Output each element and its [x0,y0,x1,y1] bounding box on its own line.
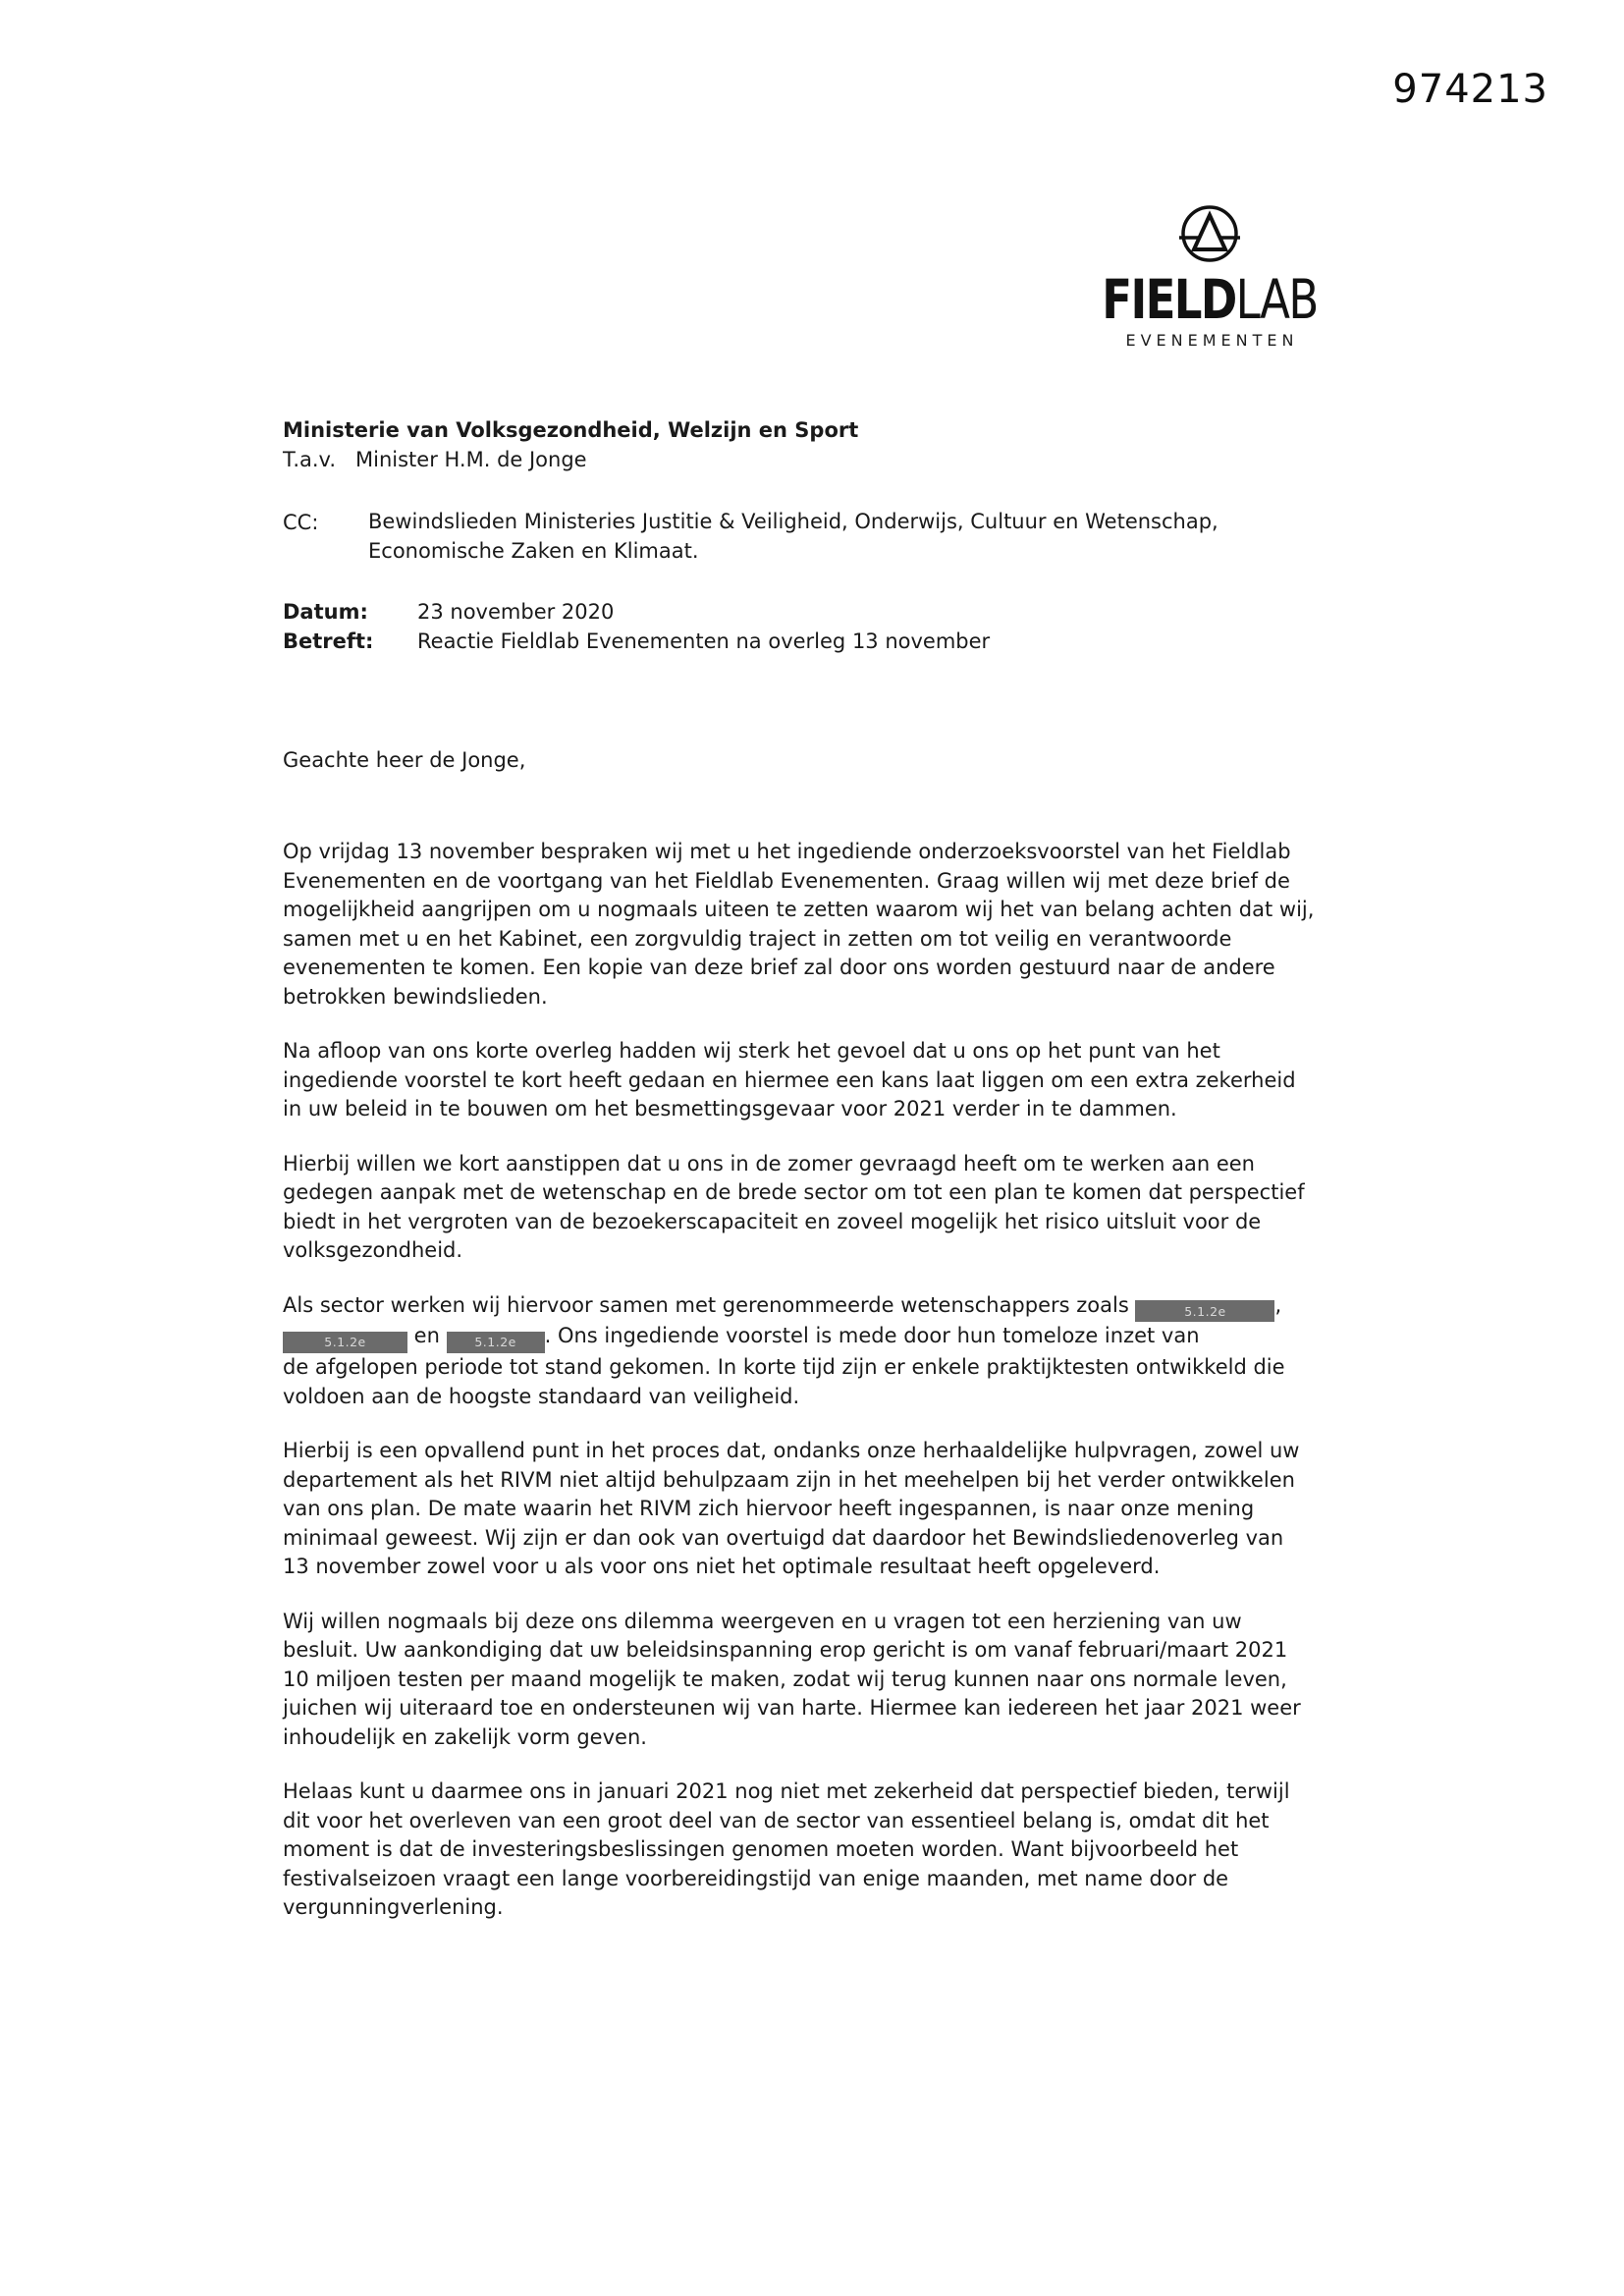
text-line: volksgezondheid. [283,1238,463,1262]
text-line: juichen wij uiteraard toe en ondersteunen wij van harte. Hiermee kan iedereen het jaar 2021 weer [283,1696,1301,1720]
text-line: 10 miljoen testen per maand mogelijk te maken, zodat wij terug kunnen naar ons normale leven, [283,1667,1287,1691]
text-line: Evenementen en de voortgang van het Fieldlab Evenementen. Graag willen wij met deze brief de [283,868,1290,893]
date-value: 23 november 2020 [417,600,615,624]
fieldlab-logo [1062,202,1357,350]
text-line: Op vrijdag 13 november bespraken wij met u het ingediende onderzoeksvoorstel van het Fieldlab [283,840,1291,863]
paragraph [283,1608,1373,1753]
text-line: dit voor het overleven van een groot deel van de sector van essentieel belang is, omdat dit het [283,1808,1270,1832]
attn-label: T.a.v. [283,448,337,471]
attn-name: Minister H.M. de Jonge [355,448,587,471]
fieldlab-logo-mark-icon [1136,202,1283,267]
text-line: 13 november zowel voor u als voor ons niet het optimale resultaat heeft opgeleverd. [283,1555,1161,1578]
salutation: Geachte heer de Jonge, [283,748,526,772]
cc-line: Bewindslieden Ministeries Justitie & Veiligheid, Onderwijs, Cultuur en Wetenschap, [368,510,1218,533]
text-line: Als sector werken wij hiervoor samen met gerenommeerde wetenschappers zoals 5.1.2e , [283,1291,1373,1323]
document-number: 974213 [1392,67,1548,112]
text-line: Hierbij willen we kort aanstippen dat u ons in de zomer gevraagd heeft om te werken aan een [283,1151,1255,1175]
text-line: besluit. Uw aankondiging dat uw beleidsinspanning erop gericht is om vanaf februari/maart 2021 [283,1638,1288,1662]
cc-line: Economische Zaken en Klimaat. [368,538,699,563]
logo-subtitle: EVENEMENTEN [1125,331,1299,350]
date-label: Datum: [283,600,368,624]
letter-paragraphs [283,838,1373,1948]
text-line: gedegen aanpak met de wetenschap en de brede sector om tot een plan te komen dat perspectief [283,1180,1305,1204]
text-line: evenementen te komen. Een kopie van deze brief zal door ons worden gestuurd naar de andere [283,956,1275,979]
date-row [283,597,990,627]
logo-brand [1089,268,1330,331]
cc-recipients [368,508,1218,566]
text-line: mogelijkheid aangrijpen om u nogmaals uiteen te zetten waarom wij het van belang achten dat wij, [283,898,1315,921]
text-line: de afgelopen periode tot stand gekomen. In korte tijd zijn er enkele praktijktesten ontwikkeld die [283,1355,1285,1379]
text-line: betrokken bewindslieden. [283,984,548,1009]
cc-row [283,508,1218,566]
subject-value: Reactie Fieldlab Evenementen na overleg 13 november [417,629,991,653]
text-line: Wij willen nogmaals bij deze ons dilemma weergeven en u vragen tot een herziening van uw [283,1609,1242,1633]
text-line: moment is dat de investeringsbeslissingen genomen moeten worden. Want bijvoorbeeld het [283,1837,1239,1861]
subject-row [283,627,990,656]
recipient-attn-row [283,445,1218,474]
paragraph [283,838,1373,1011]
text-line: samen met u en het Kabinet, een zorgvuldig traject in zetten om tot veilig en verantwoorde [283,926,1232,951]
text-line: minimaal geweest. Wij zijn er dan ook van overtuigd dat daardoor het Bewindsliedenoverleg van [283,1525,1284,1550]
text-line: festivalseizoen vraagt een lange voorbereidingstijd van enige maanden, met name door de [283,1866,1229,1890]
text-line: Hierbij is een opvallend punt in het proces dat, ondanks onze herhaaldelijke hulpvragen, zowel uw [283,1439,1300,1462]
paragraph [283,1150,1373,1266]
text-line: van ons plan. De mate waarin het RIVM zich hiervoor heeft ingespannen, is naar onze mening [283,1497,1255,1520]
text-line: 5.1.2e en 5.1.2e . Ons ingediende voorstel is mede door hun tomeloze inzet van [283,1322,1373,1353]
recipient-ministry: Ministerie van Volksgezondheid, Welzijn en Sport [283,418,859,442]
subject-label: Betreft: [283,629,374,653]
redaction-box: 5.1.2e [283,1332,407,1353]
paragraph [283,1437,1373,1582]
text-line: departement als het RIVM niet altijd behulpzaam zijn in het meehelpen bij het verder ontwikkelen [283,1467,1295,1492]
paragraph [283,1037,1373,1124]
logo-brand-lab: LAB [1235,268,1318,331]
text-line: Helaas kunt u daarmee ons in januari 2021 nog niet met zekerheid dat perspectief bieden, terwijl [283,1779,1290,1803]
text-line: voldoen aan de hoogste standaard van veiligheid. [283,1384,800,1408]
text-line: ingediende voorstel te kort heeft gedaan en hiermee een kans laat liggen om een extra zekerheid [283,1067,1296,1092]
text-line: biedt in het vergroten van de bezoekerscapaciteit en zoveel mogelijk het risico uitsluit voor de [283,1209,1262,1233]
cc-label: CC: [283,511,319,534]
text-line: in uw beleid in te bouwen om het besmettingsgevaar voor 2021 verder in te dammen. [283,1097,1177,1121]
meta-block [283,597,990,656]
text-line: vergunningverlening. [283,1895,504,1919]
redaction-box: 5.1.2e [447,1332,545,1353]
redaction-box: 5.1.2e [1135,1300,1274,1322]
text-line: inhoudelijk en zakelijk vorm geven. [283,1724,647,1749]
recipient-block [283,415,1218,566]
paragraph [283,1291,1373,1412]
paragraph [283,1777,1373,1923]
logo-brand-field: FIELD [1102,268,1236,331]
text-line: Na afloop van ons korte overleg hadden wij sterk het gevoel dat u ons op het punt van het [283,1039,1220,1063]
